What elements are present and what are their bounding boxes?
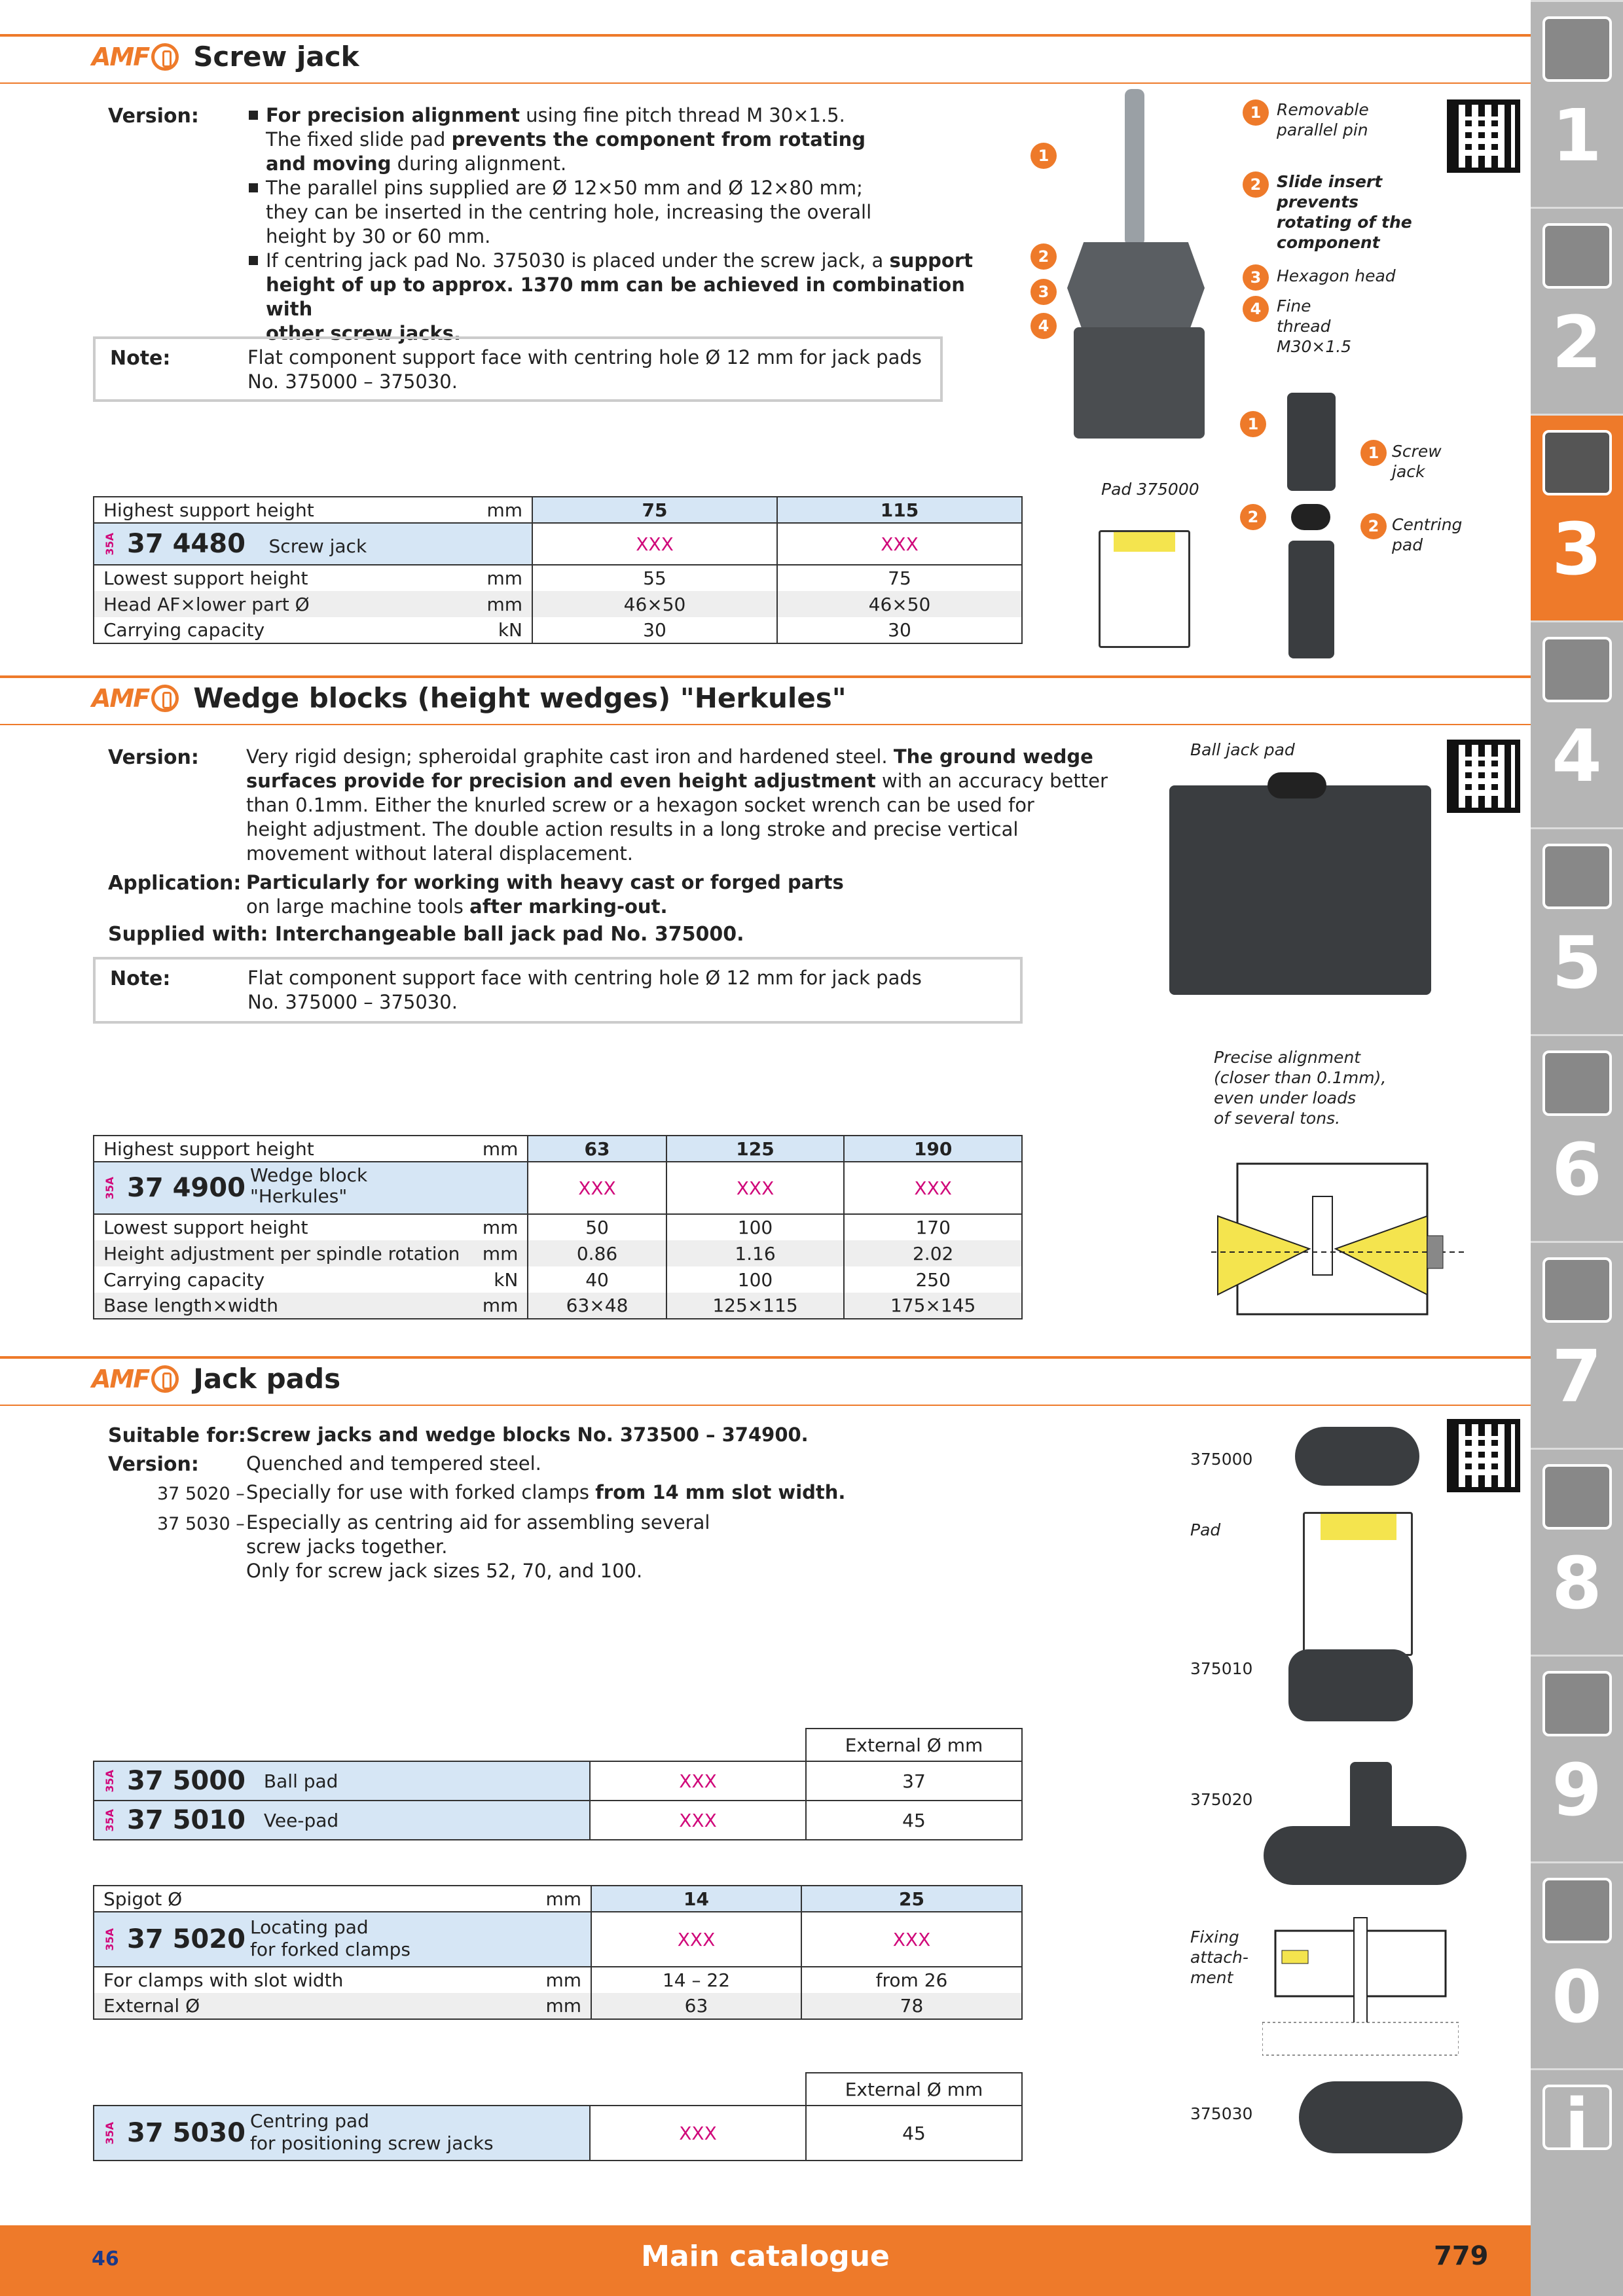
note-box: Note: Flat component support face with centring hole Ø 12 mm for jack pads No. 375000 – 375030. <box>93 957 1023 1024</box>
table-header-row: Spigot Ø mm 14 25 <box>94 1886 1022 1912</box>
legend-text: Hexagon head <box>1277 266 1396 285</box>
callout-badge: 2 <box>1030 243 1057 270</box>
table-row[interactable] <box>94 1162 1022 1214</box>
legend-badge: 1 <box>1360 440 1387 466</box>
locating-pad-image <box>1264 1826 1467 1885</box>
price: XXX <box>801 1912 1022 1967</box>
insert-icon <box>1542 223 1612 289</box>
amf-logo: AMF <box>92 1365 179 1393</box>
tab-5[interactable]: 5 <box>1531 827 1623 1034</box>
article-code[interactable]: 35A 37 5030 <box>103 2118 246 2148</box>
note-box: Note: Flat component support face with centring hole Ø 12 mm for jack pads No. 375000 – 375030. <box>93 336 943 402</box>
section-rule <box>0 1405 1531 1406</box>
side-label: 375020 <box>1190 1790 1253 1809</box>
version-label: Version: <box>108 1453 199 1476</box>
section-title: Screw jack <box>193 41 359 73</box>
version-text: Quenched and tempered steel. <box>246 1452 541 1475</box>
table-row[interactable]: 35A 37 5010 Vee-pad XXX 45 <box>94 1801 1022 1840</box>
tab-6[interactable]: 6 <box>1531 1034 1623 1241</box>
hammer-pliers-icon <box>1542 1257 1612 1323</box>
ball-jack-pad-caption: Ball jack pad <box>1190 740 1295 759</box>
fixing-attachment-drawing <box>1262 1911 1459 2062</box>
drill-icon <box>1542 16 1612 82</box>
tab-0[interactable]: 0 <box>1531 1861 1623 2068</box>
table-row: For clamps with slot width mm 14 – 22 from 26 <box>94 1967 1022 1993</box>
toolbox-icon <box>1542 1464 1612 1530</box>
saw-icon <box>1542 844 1612 909</box>
centring-pad-image <box>1291 504 1330 530</box>
section-rule <box>0 675 1531 678</box>
footer-left-number: 46 <box>92 2248 119 2270</box>
amf-logo: AMF <box>92 43 179 71</box>
table-row: Base length×width mm 63×48 125×115 175×145 <box>94 1293 1022 1319</box>
article-code[interactable]: 35A 37 4480 <box>103 529 246 559</box>
version-label: Version: <box>108 105 199 128</box>
tab-7[interactable]: 7 <box>1531 1241 1623 1448</box>
jack-pads-table-2 <box>93 1885 1023 2020</box>
table-row[interactable]: 35A 37 5000 Ball pad XXX 37 <box>94 1761 1022 1801</box>
table-row: External Ø mm 63 78 <box>94 1993 1022 2019</box>
callout-badge: 1 <box>1240 411 1266 437</box>
stacked-jack-image <box>1288 541 1334 658</box>
code-ref-text: Especially as centring aid for assembling several screw jacks together. Only for screw jack sizes 52, 70, and 100. <box>246 1511 710 1582</box>
code-ref: 37 5030 – <box>157 1514 245 1534</box>
article-code[interactable]: 35A 37 5000 <box>103 1766 246 1796</box>
legend-badge: 3 <box>1243 264 1269 291</box>
price: XXX <box>777 523 1022 565</box>
callout-badge: 3 <box>1030 279 1057 305</box>
version-label: Version: <box>108 746 199 769</box>
article-code[interactable]: 35A 37 5010 <box>103 1805 246 1835</box>
legend-text: Fine thread M30×1.5 <box>1277 296 1352 356</box>
application-label: Application: <box>108 872 242 895</box>
legend-badge: 1 <box>1243 99 1269 126</box>
cabinet-icon <box>1542 1671 1612 1736</box>
suitable-label: Suitable for: <box>108 1424 246 1447</box>
article-code[interactable]: 35A 37 4900 <box>103 1173 246 1203</box>
side-label: 375000 <box>1190 1450 1253 1469</box>
clamp-icon <box>1542 430 1612 495</box>
tab-4[interactable]: 4 <box>1531 620 1623 827</box>
section-header-jack-pads <box>92 1363 340 1395</box>
side-label: 375030 <box>1190 2104 1253 2123</box>
supplied-with: Supplied with: Interchangeable ball jack pad No. 375000. <box>108 923 744 946</box>
section-rule <box>0 724 1531 725</box>
vee-pad-image <box>1288 1649 1413 1721</box>
suitable-text: Screw jacks and wedge blocks No. 373500 – 374900. <box>246 1424 809 1446</box>
bullet-item: The parallel pins supplied are Ø 12×50 mm and Ø 12×80 mm; they can be inserted in the centring hole, increasing the overall height by 30 or 60 mm. <box>246 176 979 249</box>
jack-pads-table-3: External Ø mm 35A 37 5030 Centring pad for positioning screw jacks XXX 45 <box>93 2072 1023 2161</box>
callout-badge: 4 <box>1030 313 1057 339</box>
screw-jack-bullets <box>246 103 979 346</box>
callout-badge: 1 <box>1030 143 1057 169</box>
table-row: Height adjustment per spindle rotation mm 0.86 1.16 2.02 <box>94 1240 1022 1266</box>
pad-drawing <box>1303 1512 1413 1656</box>
locating-pad-spigot-image <box>1350 1762 1392 1834</box>
price: XXX <box>590 1801 806 1840</box>
bullet-item: If centring jack pad No. 375030 is placed under the screw jack, a support height of up to approx. 1370 mm can be achieved in combination with other screw jacks. <box>246 249 979 346</box>
pad-caption: Pad 375000 <box>1101 480 1199 499</box>
side-label: Pad <box>1190 1520 1221 1539</box>
price: XXX <box>590 1761 806 1801</box>
section-header-wedge-blocks <box>92 682 847 714</box>
section-rule <box>0 34 1531 37</box>
tab-8[interactable]: 8 <box>1531 1448 1623 1655</box>
ball-pad-image <box>1295 1427 1419 1486</box>
legend-badge: 2 <box>1360 513 1387 539</box>
table-row: Carrying capacity kN 40 100 250 <box>94 1266 1022 1293</box>
table-row: Head AF×lower part Ø mm 46×50 46×50 <box>94 591 1022 617</box>
product-name: Wedge block "Herkules" <box>250 1164 368 1207</box>
legend-text: Slide insert prevents rotating of the component <box>1277 172 1412 252</box>
table-header-row: Highest support height mm 75 115 <box>94 497 1022 523</box>
jack-pads-table-1: External Ø mm 35A 37 5000 Ball pad XXX 37 35A 37 5010 Vee-pad XXX 45 <box>93 1728 1023 1840</box>
legend-text: Screw jack <box>1392 442 1442 481</box>
product-name: Locating pad for forked clamps <box>250 1916 410 1960</box>
tab-info[interactable]: i <box>1531 2068 1623 2296</box>
table-row: Lowest support height mm 55 75 <box>94 565 1022 591</box>
legend-badge: 2 <box>1243 171 1269 198</box>
wrench-icon <box>1542 1050 1612 1116</box>
price: XXX <box>528 1162 666 1214</box>
section-header-screw-jack <box>92 41 359 73</box>
price: XXX <box>666 1162 845 1214</box>
price: XXX <box>532 523 777 565</box>
legend-badge: 4 <box>1243 296 1269 322</box>
section-title: Jack pads <box>193 1363 341 1395</box>
safety-icon <box>1542 1878 1612 1943</box>
table-row: Carrying capacity kN 30 30 <box>94 617 1022 643</box>
tab-1[interactable]: 1 <box>1531 0 1623 207</box>
side-label: 375010 <box>1190 1659 1253 1678</box>
code-ref-text: Specially for use with forked clamps from 14 mm slot width. <box>246 1481 846 1503</box>
screw-jack-small-image <box>1287 393 1336 491</box>
side-label: Fixing attach-ment <box>1190 1928 1249 1987</box>
pad-drawing <box>1099 530 1190 648</box>
section-rule <box>0 82 1531 84</box>
application-text: Particularly for working with heavy cast or forged parts on large machine tools after marking-out. <box>246 871 844 918</box>
wedge-block-drawing <box>1211 1157 1467 1327</box>
legend-text: Removable parallel pin <box>1277 100 1369 139</box>
price: XXX <box>591 1912 801 1967</box>
table-row[interactable] <box>94 1912 1022 1967</box>
footer <box>0 2225 1531 2296</box>
centring-pad-image <box>1299 2081 1463 2153</box>
code-ref: 37 5020 – <box>157 1484 245 1504</box>
screw-jack-table <box>93 496 1023 644</box>
tab-3[interactable]: 3 <box>1531 414 1623 620</box>
amf-logo: AMF <box>92 684 179 713</box>
article-code[interactable]: 35A 37 5020 <box>103 1924 246 1954</box>
section-rule <box>0 1356 1531 1359</box>
wedge-block-image <box>1169 785 1431 995</box>
page-number: 779 <box>1434 2241 1489 2271</box>
table-row[interactable]: 35A 37 4480 Screw jack XXX XXX <box>94 523 1022 565</box>
legend-text: Centring pad <box>1392 515 1463 554</box>
callout-badge: 2 <box>1240 504 1266 530</box>
caliper-icon <box>1542 637 1612 702</box>
bullet-item: For precision alignment using fine pitch thread M 30×1.5. The fixed slide pad prevents the component from rotating and moving during alignment. <box>246 103 979 176</box>
precise-caption: Precise alignment (closer than 0.1mm), even under loads of several tons. <box>1214 1048 1387 1128</box>
section-title: Wedge blocks (height wedges) "Herkules" <box>193 682 847 714</box>
tab-2[interactable]: 2 <box>1531 207 1623 414</box>
price: XXX <box>590 2106 806 2161</box>
table-row: Lowest support height mm 50 100 170 <box>94 1214 1022 1240</box>
wedge-version-text: Very rigid design; spheroidal graphite cast iron and hardened steel. The ground wedge surfaces provide for precision and even height adjustment with an accuracy better than 0.1mm. Either the knurled screw or a hexagon socket wrench can be used for height adjustment. The double action results in a long stroke and precise vertical movement without lateral displacement. <box>246 745 1108 865</box>
footer-title: Main catalogue <box>641 2240 890 2273</box>
price: XXX <box>844 1162 1022 1214</box>
product-name: Centring pad for positioning screw jacks <box>250 2110 494 2154</box>
table-row[interactable]: 35A 37 5030 Centring pad for positioning screw jacks XXX 45 <box>94 2106 1022 2161</box>
table-header-row: Highest support height mm 63 125 190 <box>94 1136 1022 1162</box>
note-text: Flat component support face with centring hole Ø 12 mm for jack pads No. 375000 – 375030. <box>247 346 922 393</box>
wedge-table <box>93 1135 1023 1319</box>
qr-code[interactable] <box>1447 99 1520 173</box>
qr-code[interactable] <box>1447 1419 1520 1492</box>
qr-code[interactable] <box>1447 740 1520 813</box>
tab-9[interactable]: 9 <box>1531 1655 1623 1861</box>
note-text: Flat component support face with centring hole Ø 12 mm for jack pads No. 375000 – 375030. <box>247 967 922 1013</box>
